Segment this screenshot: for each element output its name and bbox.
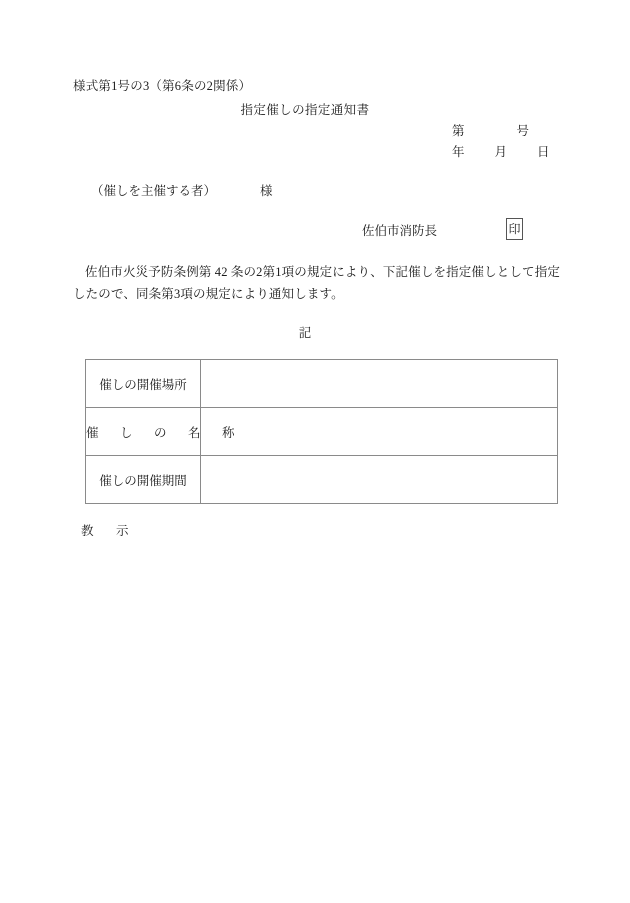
row-label-event-name: 催 し の 名 称	[86, 408, 201, 456]
date-month-label: 月	[494, 145, 508, 159]
seal-stamp-box: 印	[506, 218, 523, 240]
table-row	[86, 408, 558, 456]
date-day-label: 日	[537, 145, 550, 159]
table-row	[86, 360, 558, 408]
date-year-label: 年	[452, 145, 465, 159]
body-paragraph: 佐伯市火災予防条例第 42 条の2第1項の規定により、下記催しを指定催しとして指定したので、同条第3項の規定により通知します。	[73, 265, 560, 301]
table-row	[86, 456, 558, 504]
footer-note: 教 示	[81, 524, 134, 538]
document-title-text: 指定催しの指定通知書	[240, 103, 370, 117]
row-value-event-period[interactable]	[201, 456, 558, 504]
event-details-table	[85, 359, 558, 504]
addressee-honorific: 様	[260, 184, 273, 198]
reference-number-suffix: 号	[516, 124, 530, 138]
document-title	[0, 100, 630, 118]
issuer-name: 佐伯市消防長	[362, 224, 438, 238]
ki-marker	[0, 323, 630, 341]
row-value-venue[interactable]	[201, 360, 558, 408]
addressee-line	[91, 181, 273, 199]
row-label-venue: 催しの開催場所	[86, 360, 201, 408]
row-label-event-period: 催しの開催期間	[86, 456, 201, 504]
form-number: 様式第1号の3（第6条の2関係）	[73, 79, 252, 93]
reference-number-line	[452, 121, 529, 139]
addressee-target: （催しを主催する者）	[91, 184, 217, 198]
row-value-event-name[interactable]	[201, 408, 558, 456]
reference-date-line	[452, 142, 550, 160]
reference-number-prefix: 第	[452, 124, 465, 138]
ki-marker-text: 記	[298, 326, 312, 340]
